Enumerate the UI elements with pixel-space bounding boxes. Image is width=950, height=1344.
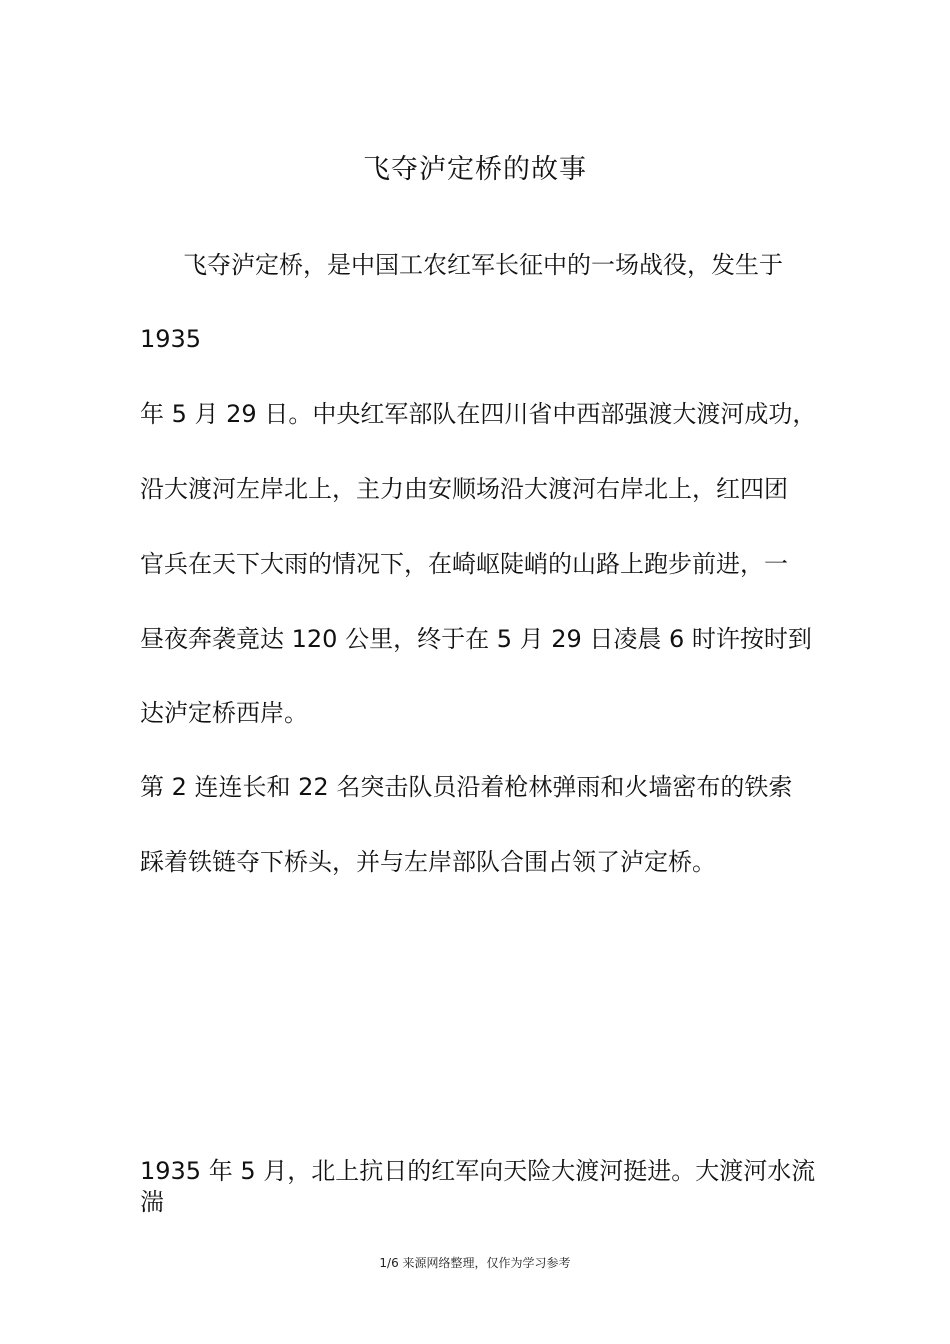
paragraph-2-line-2: 踩着铁链夺下桥头，并与左岸部队合围占领了泸定桥。 <box>140 848 716 876</box>
paragraph-1-line-7: 达泸定桥西岸。 <box>140 699 308 727</box>
paragraph-3-line-2: 湍 <box>140 1188 164 1216</box>
paragraph-1-line-2: 1935 <box>140 325 202 353</box>
paragraph-1-line-4: 沿大渡河左岸北上，主力由安顺场沿大渡河右岸北上，红四团 <box>140 475 788 503</box>
paragraph-1-line-1: 飞夺泸定桥，是中国工农红军长征中的一场战役，发生于 <box>183 251 783 279</box>
paragraph-2-line-1: 第 2 连连长和 22 名突击队员沿着枪林弹雨和火墙密布的铁索 <box>140 773 793 801</box>
page-footer: 1/6 来源网络整理，仅作为学习参考 <box>379 1256 571 1270</box>
paragraph-1-line-6: 昼夜奔袭竟达 120 公里，终于在 5 月 29 日凌晨 6 时许按时到 <box>140 625 812 653</box>
paragraph-3-line-1: 1935 年 5 月，北上抗日的红军向天险大渡河挺进。大渡河水流 <box>140 1157 816 1185</box>
paragraph-1-line-3: 年 5 月 29 日。中央红军部队在四川省中西部强渡大渡河成功， <box>140 400 817 428</box>
document-title: 飞夺泸定桥的故事 <box>363 154 587 185</box>
paragraph-1-line-5: 官兵在天下大雨的情况下，在崎岖陡峭的山路上跑步前进，一 <box>140 550 788 578</box>
